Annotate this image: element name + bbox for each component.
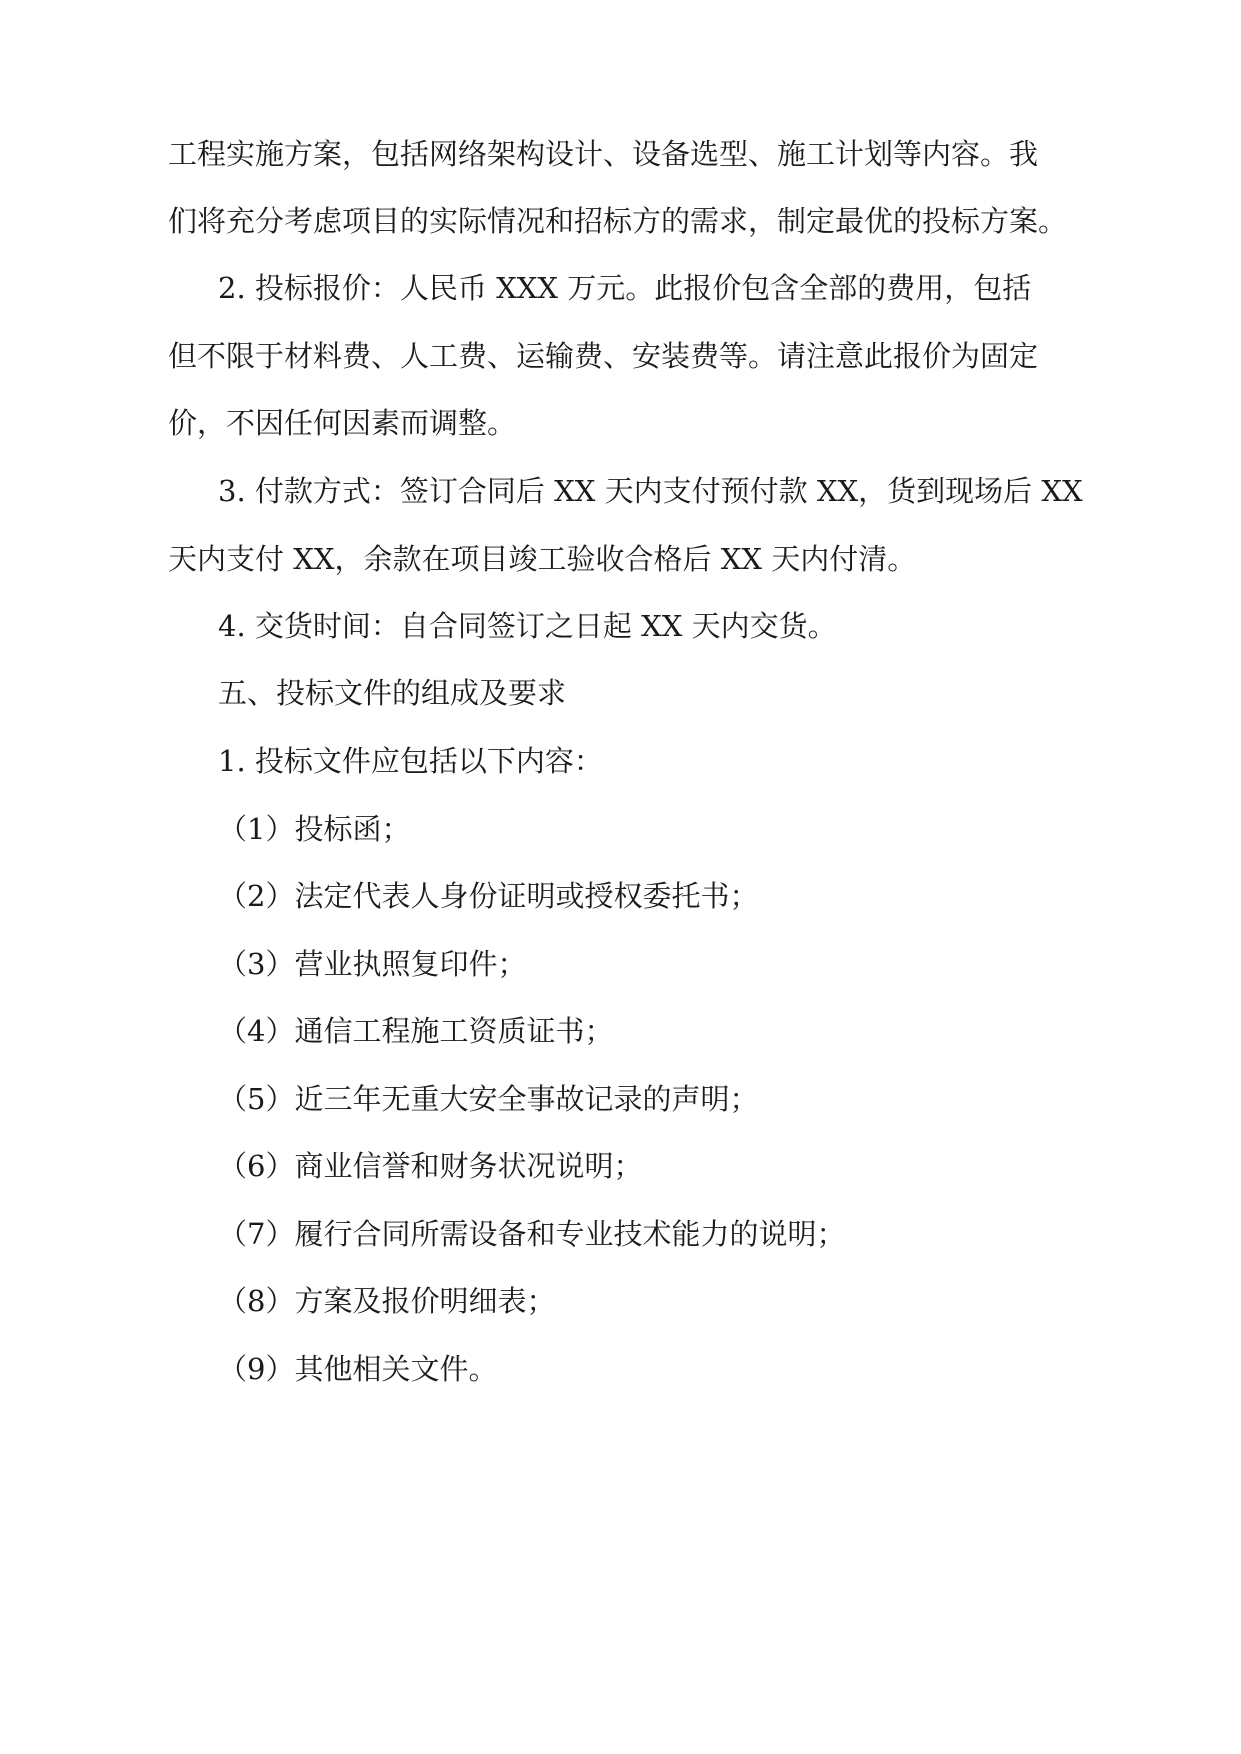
section-heading: 五、投标文件的组成及要求 (218, 676, 567, 710)
list-item: （7）履行合同所需设备和专业技术能力的说明； (218, 1217, 846, 1251)
list-item: （6）商业信誉和财务状况说明； (218, 1149, 643, 1183)
paragraph-line: 天内支付 XX，余款在项目竣工验收合格后 XX 天内付清。 (168, 542, 917, 576)
paragraph-line: 4. 交货时间：自合同签订之日起 XX 天内交货。 (218, 609, 837, 643)
list-item: （3）营业执照复印件； (218, 947, 527, 981)
list-item: （1）投标函； (218, 812, 411, 846)
list-item: （2）法定代表人身份证明或授权委托书； (218, 879, 759, 913)
paragraph-line: 2. 投标报价：人民币 XXX 万元。此报价包含全部的费用，包括 (218, 271, 1032, 305)
paragraph-line: 工程实施方案，包括网络架构设计、设备选型、施工计划等内容。我 (168, 137, 1039, 171)
list-item: （8）方案及报价明细表； (218, 1284, 556, 1318)
paragraph-line: 但不限于材料费、人工费、运输费、安装费等。请注意此报价为固定 (168, 339, 1039, 373)
paragraph-line: 1. 投标文件应包括以下内容： (218, 744, 603, 778)
paragraph-line: 们将充分考虑项目的实际情况和招标方的需求，制定最优的投标方案。 (168, 204, 1068, 238)
list-item: （5）近三年无重大安全事故记录的声明； (218, 1082, 759, 1116)
paragraph-line: 3. 付款方式：签订合同后 XX 天内支付预付款 XX，货到现场后 XX (218, 474, 1083, 508)
paragraph-line: 价，不因任何因素而调整。 (168, 406, 517, 440)
list-item: （9）其他相关文件。 (218, 1352, 498, 1386)
list-item: （4）通信工程施工资质证书； (218, 1014, 614, 1048)
